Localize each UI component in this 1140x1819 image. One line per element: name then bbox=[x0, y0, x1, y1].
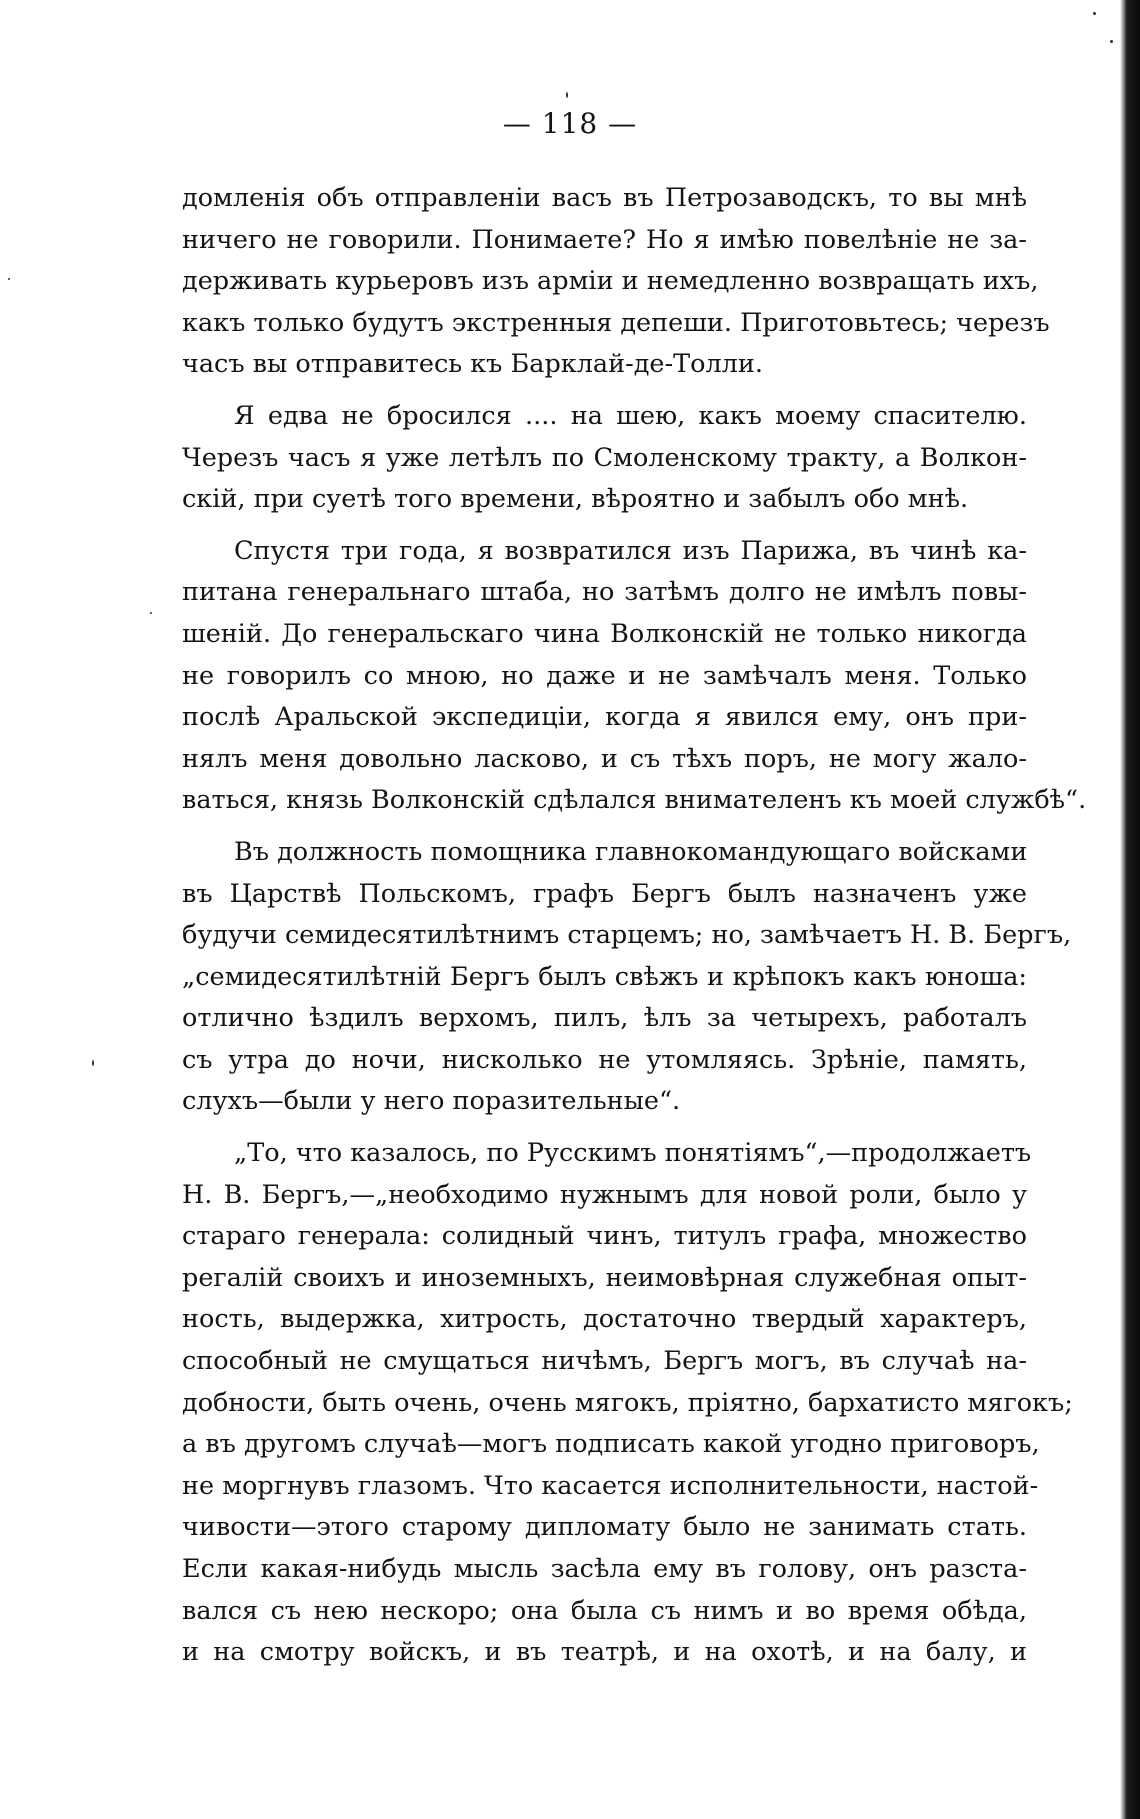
text-line: ваться, князь Волконскій сдѣлался внимателенъ къ моей службѣ“. bbox=[182, 785, 1087, 816]
page-number: — 118 — bbox=[502, 107, 638, 140]
text-line: часъ вы отправитесь къ Барклай-де-Толли. bbox=[182, 349, 763, 380]
text-line: Черезъ часъ я уже летѣлъ по Смоленскому тракту, а Волкон- bbox=[182, 442, 1027, 473]
text-line: какъ только будутъ экстренныя депеши. Приготовьтесь; черезъ bbox=[182, 307, 1050, 338]
text-line: будучи семидесятилѣтнимъ старцемъ; но, замѣчаетъ Н. В. Бергъ, bbox=[182, 920, 1072, 951]
text-line: держивать курьеровъ изъ арміи и немедленно возвращать ихъ, bbox=[182, 266, 1039, 297]
text-line: и на смотру войскъ, и въ театрѣ, и на охотѣ, и на балу, и bbox=[182, 1637, 1027, 1668]
paragraph bbox=[182, 1133, 1073, 1674]
text-line: послѣ Аральской экспедиціи, когда я явился ему, онъ при- bbox=[182, 702, 1027, 733]
text-line: Я едва не бросился .... на шею, какъ моему спасителю. bbox=[234, 400, 1027, 431]
text-line: не говорилъ со мною, но даже и не замѣчалъ меня. Только bbox=[182, 660, 1027, 691]
text-line: слухъ—были у него поразительные“. bbox=[182, 1086, 681, 1117]
paragraph bbox=[182, 396, 1027, 521]
text-line: Н. В. Бергъ,—„необходимо нужнымъ для новой роли, было у bbox=[182, 1179, 1027, 1210]
scan-speck bbox=[8, 278, 10, 280]
text-line: въ Царствѣ Польскомъ, графъ Бергъ былъ назначенъ уже bbox=[182, 878, 1027, 909]
text-line: ничего не говорили. Понимаете? Но я имѣю повелѣніе не за- bbox=[182, 224, 1027, 255]
text-line: „То, что казалось, по Русскимъ понятіямъ“,—продолжаетъ bbox=[234, 1138, 1032, 1169]
text-line: Если какая-нибудь мысль засѣла ему въ голову, онъ разста- bbox=[182, 1554, 1027, 1584]
text-line: чивости—этого старому дипломату было не занимать стать. bbox=[182, 1512, 1027, 1543]
scan-speck bbox=[1110, 40, 1113, 43]
text-line: скій, при суетѣ того времени, вѣроятно и забылъ обо мнѣ. bbox=[182, 484, 969, 515]
text-line: Спустя три года, я возвратился изъ Парижа, въ чинѣ ка- bbox=[234, 535, 1027, 566]
text-line: питана генеральнаго штаба, но затѣмъ долго не имѣлъ повы- bbox=[182, 577, 1027, 608]
text-line: съ утра до ночи, нисколько не утомляясь. Зрѣніе, память, bbox=[182, 1044, 1027, 1075]
scan-speck bbox=[1093, 12, 1096, 15]
text-line: „семидесятилѣтній Бергъ былъ свѣжъ и крѣпокъ какъ юноша: bbox=[182, 961, 1027, 992]
text-line: добности, быть очень, очень мягокъ, пріятно, бархатисто мягокъ; bbox=[182, 1387, 1073, 1418]
body-text bbox=[182, 178, 1087, 1674]
text-line: регалій своихъ и иноземныхъ, неимовѣрная служебная опыт- bbox=[182, 1262, 1027, 1293]
text-line: вался съ нею нескоро; она была съ нимъ и во время обѣда, bbox=[182, 1595, 1027, 1626]
text-line: шеній. До генеральскаго чина Волконскій не только никогда bbox=[182, 618, 1027, 649]
text-line: Въ должность помощника главнокомандующаго войсками bbox=[234, 836, 1028, 867]
text-line: ность, выдержка, хитрость, достаточно твердый характеръ, bbox=[182, 1304, 1027, 1335]
text-line: нялъ меня довольно ласково, и съ тѣхъ поръ, не могу жало- bbox=[182, 743, 1027, 774]
text-line: способный не смущаться ничѣмъ, Бергъ могъ, въ случаѣ на- bbox=[182, 1346, 1027, 1377]
scan-edge-shadow bbox=[1120, 0, 1140, 1819]
text-line: а въ другомъ случаѣ—могъ подписать какой угодно приговоръ, bbox=[182, 1429, 1040, 1460]
text-line: не моргнувъ глазомъ. Что касается исполнительности, настой- bbox=[182, 1470, 1039, 1501]
text-line: домленія объ отправленіи васъ въ Петрозаводскъ, то вы мнѣ bbox=[182, 183, 1027, 213]
text-line: отлично ѣздилъ верхомъ, пилъ, ѣлъ за четырехъ, работалъ bbox=[182, 1003, 1027, 1034]
scan-speck bbox=[92, 1060, 94, 1066]
paragraph bbox=[182, 531, 1087, 822]
scan-speck bbox=[150, 612, 152, 614]
paragraph bbox=[182, 178, 1050, 386]
scan-speck bbox=[566, 92, 568, 98]
text-line: стараго генерала: солидный чинъ, титулъ графа, множество bbox=[182, 1221, 1027, 1252]
paragraph bbox=[182, 832, 1072, 1123]
